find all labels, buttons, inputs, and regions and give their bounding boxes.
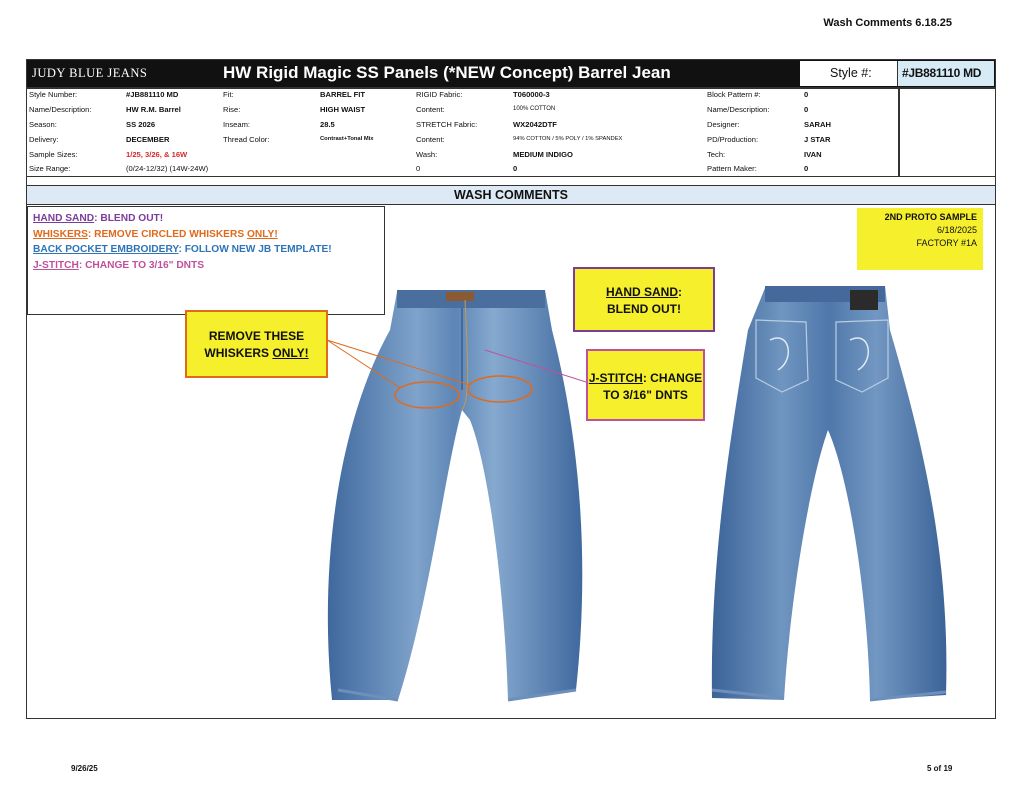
note-whiskers: WHISKERS: REMOVE CIRCLED WHISKERS ONLY!: [33, 228, 278, 240]
info-value: 100% COTTON: [513, 106, 556, 112]
info-value: #JB881110 MD: [126, 90, 179, 99]
info-label: Block Pattern #:: [707, 90, 761, 99]
info-label: Wash:: [416, 150, 438, 159]
info-value: J STAR: [804, 135, 831, 144]
style-number: #JB881110 MD: [898, 61, 994, 86]
info-label: Pattern Maker:: [707, 164, 757, 173]
product-title: HW Rigid Magic SS Panels (*NEW Concept) Barrel Jean: [223, 63, 671, 82]
info-label: Content:: [416, 135, 445, 144]
note-back-pocket: BACK POCKET EMBROIDERY: FOLLOW NEW JB TEMPLATE!: [33, 244, 332, 255]
info-value: HIGH WAIST: [320, 105, 366, 114]
info-label: PD/Production:: [707, 135, 759, 144]
info-value: T060000-3: [513, 90, 550, 99]
info-value: SARAH: [804, 120, 832, 129]
brand-name: JUDY BLUE JEANS: [32, 66, 148, 80]
proto-sample-tag: 2ND PROTO SAMPLE 6/18/2025 FACTORY #1A: [857, 208, 983, 270]
info-value: 0: [804, 90, 809, 99]
j-stitch-callout: J-STITCH: CHANGE TO 3/16" DNTS: [586, 349, 705, 421]
info-value: DECEMBER: [126, 135, 170, 144]
info-value: BARREL FIT: [320, 90, 365, 99]
whiskers-callout: REMOVE THESE WHISKERS ONLY!: [185, 310, 328, 378]
info-label: Delivery:: [29, 135, 59, 144]
document-title: Wash Comments 6.18.25: [823, 17, 952, 29]
info-label: Sample Sizes:: [29, 150, 78, 159]
info-value: 28.5: [320, 120, 335, 129]
info-value: MEDIUM INDIGO: [513, 150, 573, 159]
info-value: (0/24-12/32) (14W-24W): [126, 164, 209, 173]
front-jean-image: [328, 290, 582, 700]
footer-date: 9/26/25: [71, 764, 98, 773]
info-value: 0: [804, 105, 809, 114]
info-value: SS 2026: [126, 120, 156, 129]
hand-sand-callout: HAND SAND: BLEND OUT!: [573, 267, 715, 332]
info-label: STRETCH Fabric:: [416, 120, 478, 129]
style-label: Style #:: [800, 61, 898, 86]
info-value: Contrast+Tonal Mix: [320, 136, 374, 142]
info-label: RIGID Fabric:: [416, 90, 463, 99]
page-number: 5 of 19: [927, 764, 953, 773]
back-jean-image: [712, 286, 947, 700]
info-value: HW R.M. Barrel: [126, 105, 181, 114]
info-label: Name/Description:: [707, 105, 770, 114]
info-label: Style Number:: [29, 90, 78, 99]
info-label: Inseam:: [223, 120, 251, 129]
info-value: WX2042DTF: [513, 120, 557, 129]
info-label: Tech:: [707, 150, 726, 159]
info-label: Fit:: [223, 90, 234, 99]
info-label: Designer:: [707, 120, 740, 129]
info-label: Thread Color:: [223, 135, 270, 144]
info-label: Content:: [416, 105, 445, 114]
note-j-stitch: J-STITCH: CHANGE TO 3/16" DNTS: [33, 259, 205, 271]
info-label: Size Range:: [29, 164, 71, 173]
wash-comments-heading: WASH COMMENTS: [27, 185, 995, 205]
info-value: 94% COTTON / 5% POLY / 1% SPANDEX: [513, 136, 623, 142]
info-value: 0: [804, 164, 809, 173]
note-hand-sand: HAND SAND: BLEND OUT!: [33, 213, 164, 224]
info-label: Name/Description:: [29, 105, 92, 114]
info-label: 0: [416, 164, 421, 173]
info-value: 1/25, 3/26, & 16W: [126, 150, 188, 159]
info-value: IVAN: [804, 150, 822, 159]
info-label: Rise:: [223, 105, 241, 114]
info-value: 0: [513, 164, 518, 173]
info-label: Season:: [29, 120, 57, 129]
